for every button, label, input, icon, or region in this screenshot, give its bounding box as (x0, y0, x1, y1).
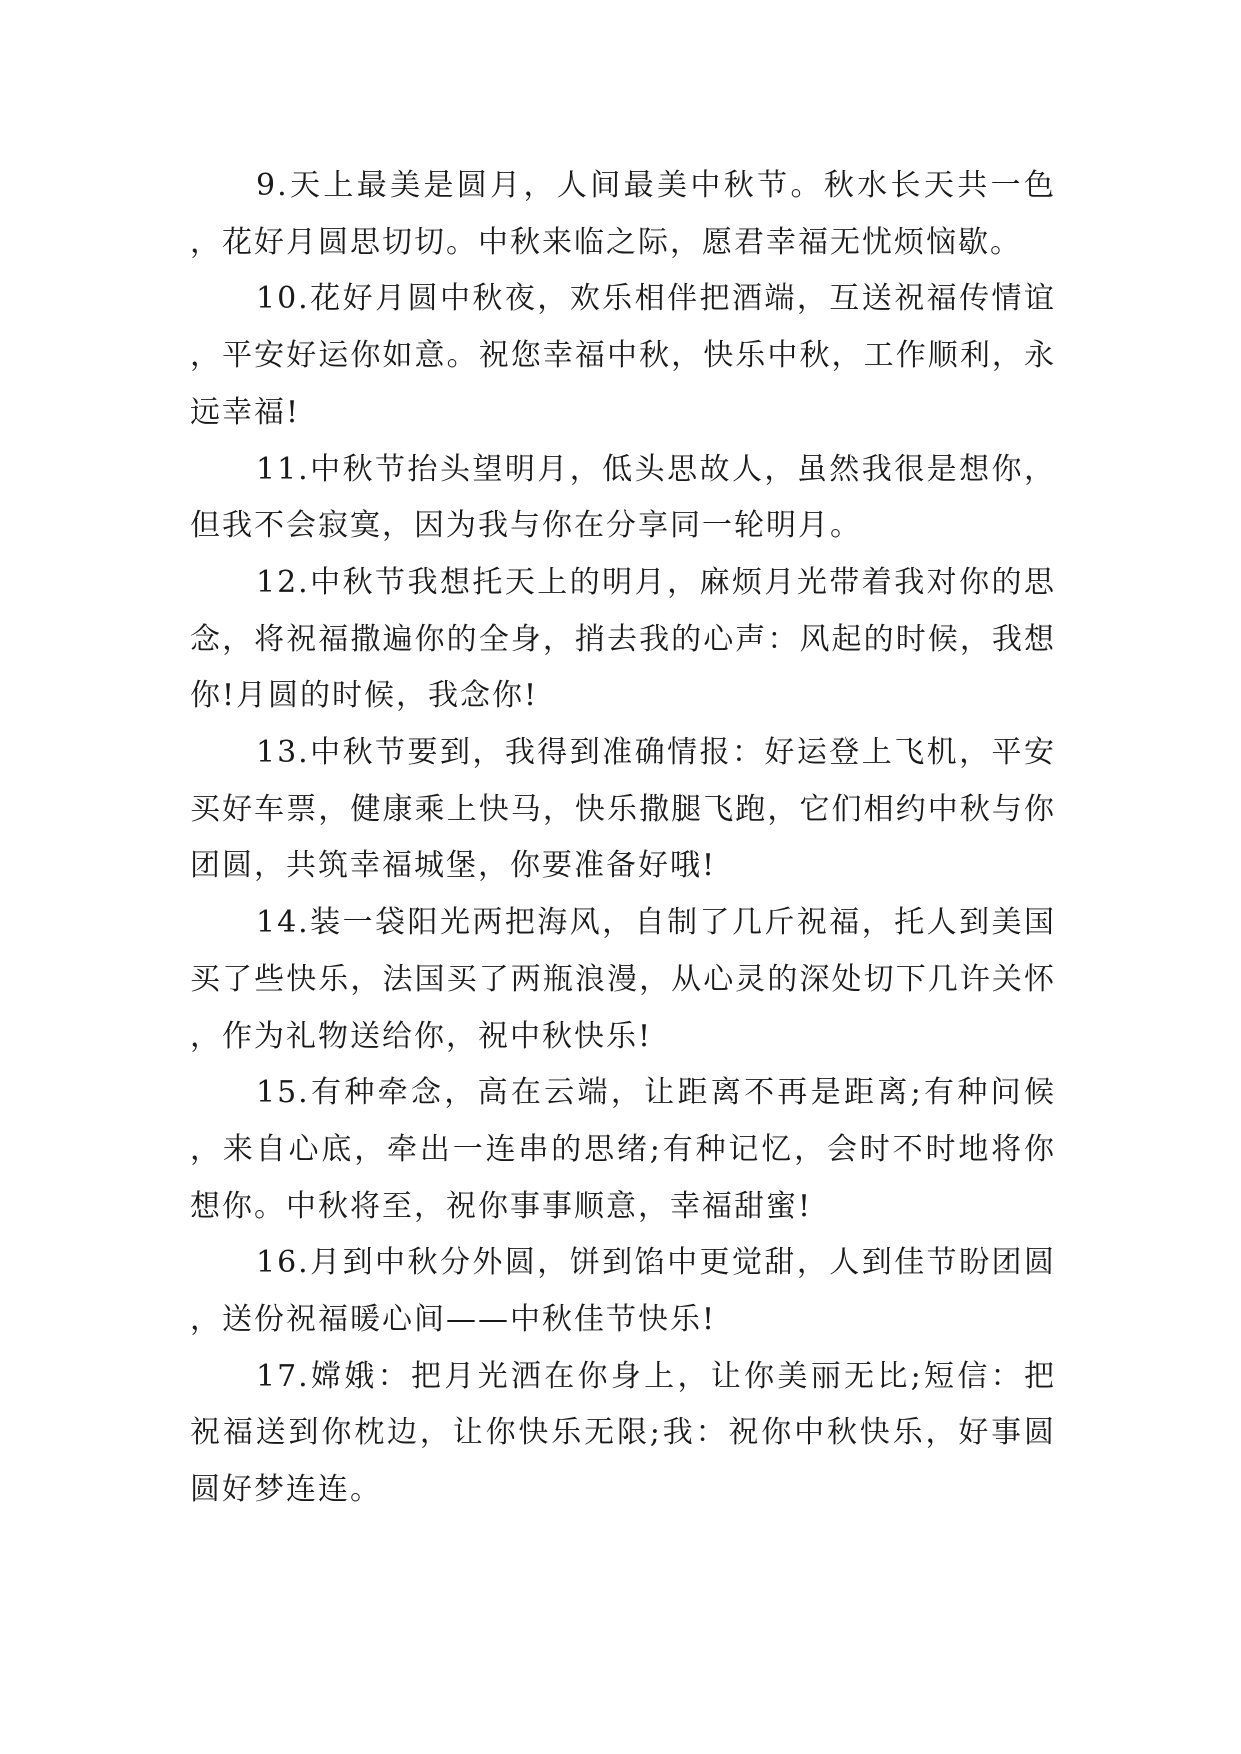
paragraph-11: 11.中秋节抬头望明月，低头思故人，虽然我很是想你，但我不会寂寞，因为我与你在分享同一轮明月。 (190, 451, 1056, 544)
paragraph-16: 16.月到中秋分外圆，饼到馅中更觉甜，人到佳节盼团圆，送份祝福暖心间——中秋佳节快乐! (190, 1245, 1056, 1338)
document-body (190, 158, 1056, 1519)
paragraph-13: 13.中秋节要到，我得到准确情报：好运登上飞机，平安买好车票，健康乘上快马，快乐撒腿飞跑，它们相约中秋与你团圆，共筑幸福城堡，你要准备好哦! (190, 735, 1056, 884)
paragraph-9: 9.天上最美是圆月，人间最美中秋节。秋水长天共一色，花好月圆思切切。中秋来临之际，愿君幸福无忧烦恼歇。 (190, 168, 1056, 260)
paragraph-10: 10.花好月圆中秋夜，欢乐相伴把酒端，互送祝福传情谊，平安好运你如意。祝您幸福中秋，快乐中秋，工作顺利，永远幸福! (190, 281, 1056, 430)
paragraph-15: 15.有种牵念，高在云端，让距离不再是距离;有种问候，来自心底，牵出一连串的思绪;有种记忆，会时不时地将你想你。中秋将至，祝你事事顺意，幸福甜蜜! (190, 1075, 1056, 1224)
paragraph-12: 12.中秋节我想托天上的明月，麻烦月光带着我对你的思念，将祝福撒遍你的全身，捎去我的心声：风起的时候，我想你!月圆的时候，我念你! (190, 564, 1056, 714)
paragraph-17: 17.嫦娥：把月光洒在你身上，让你美丽无比;短信：把祝福送到你枕边，让你快乐无限;我：祝你中秋快乐，好事圆圆好梦连连。 (190, 1358, 1056, 1508)
paragraph-14: 14.装一袋阳光两把海风，自制了几斤祝福，托人到美国买了些快乐，法国买了两瓶浪漫，从心灵的深处切下几许关怀，作为礼物送给你，祝中秋快乐! (190, 905, 1056, 1054)
